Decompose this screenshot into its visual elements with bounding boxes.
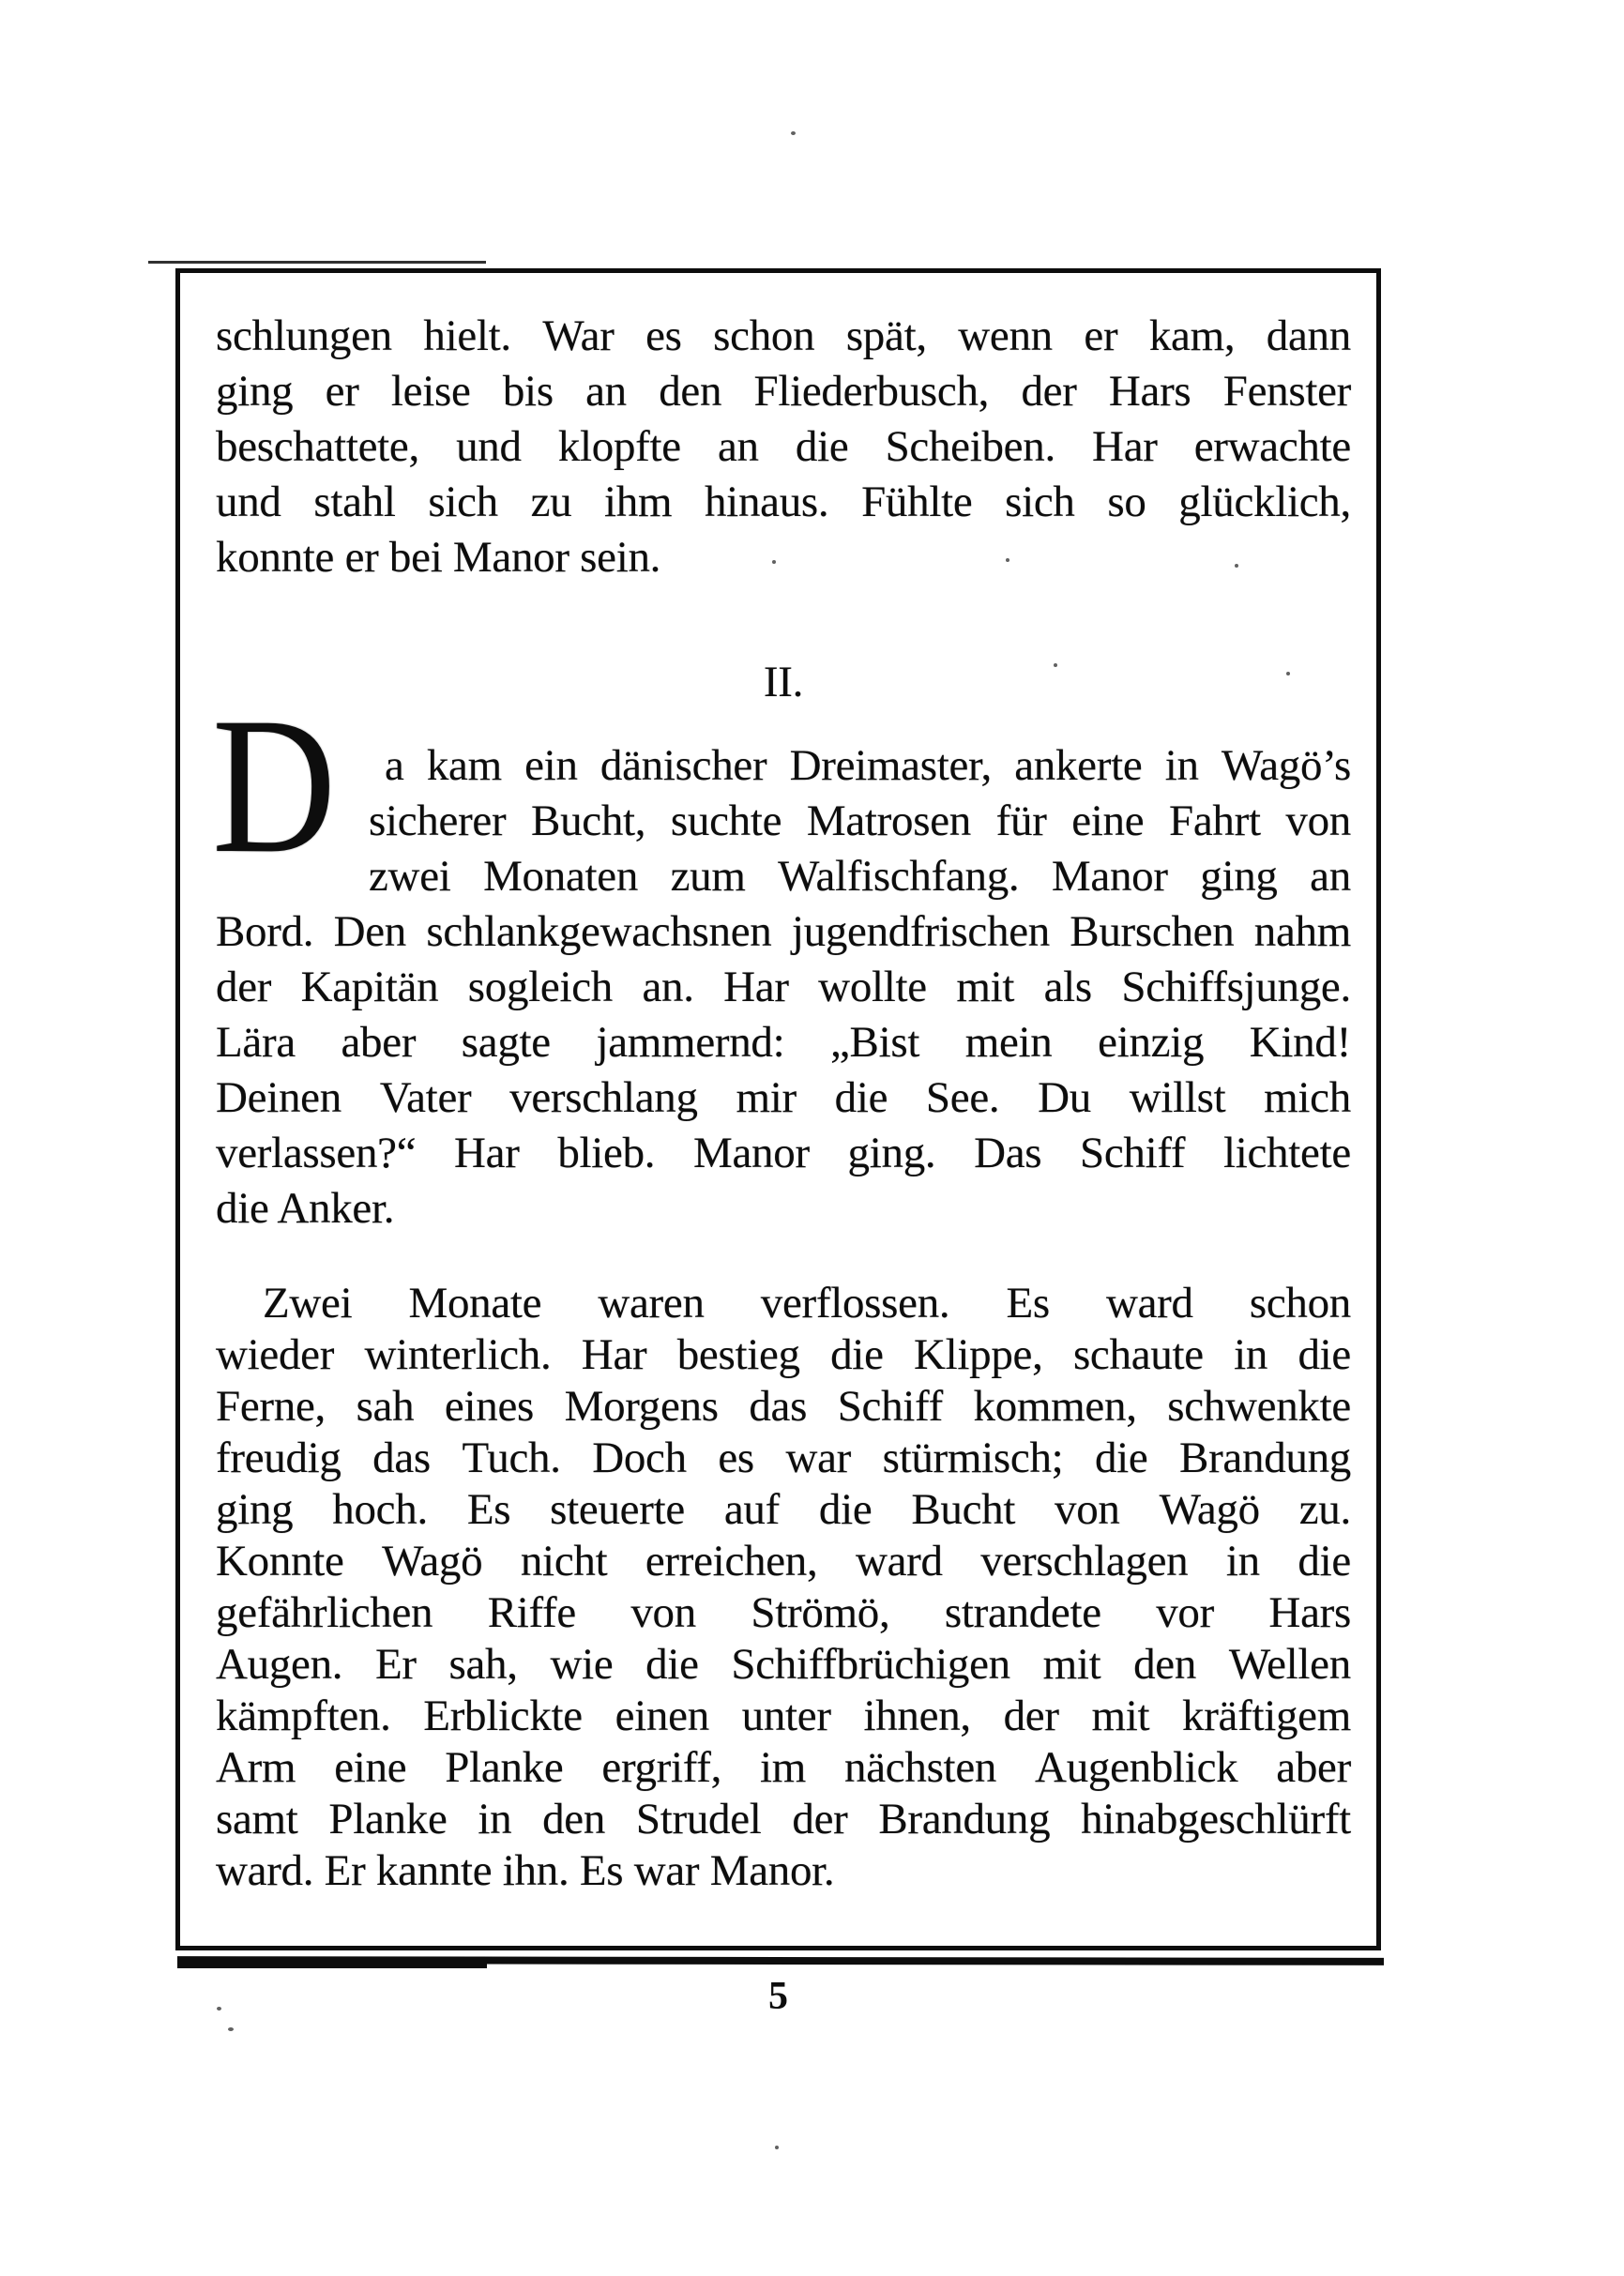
paragraph: [216, 1278, 1351, 1897]
text-line: wieder winterlich. Har bestieg die Klippe, schaute in die: [216, 1330, 1351, 1379]
text-line: Konnte Wagö nicht erreichen, ward verschlagen in die: [216, 1537, 1351, 1586]
text-line: Zwei Monate waren verflossen. Es ward schon: [263, 1279, 1351, 1328]
scan-speck: [1054, 663, 1057, 667]
scan-speck: [1235, 564, 1238, 568]
text-line: und stahl sich zu ihm hinaus. Fühlte sich so glücklich,: [216, 478, 1351, 526]
scan-speck: [772, 560, 776, 564]
text-line: Deinen Vater verschlang mir die See. Du willst mich: [216, 1073, 1351, 1122]
text-line: ging er leise bis an den Fliederbusch, der Hars Fenster: [216, 367, 1351, 416]
text-line: Bord. Den schlankgewachsnen jugendfrischen Burschen nahm: [216, 907, 1351, 956]
text-line: kämpften. Erblickte einen unter ihnen, der mit kräftigem: [216, 1692, 1351, 1740]
text-line: konnte er bei Manor sein.: [216, 533, 661, 582]
text-line: ging hoch. Es steuerte auf die Bucht von Wagö zu.: [216, 1485, 1351, 1534]
paragraph-continuation: [216, 309, 1351, 585]
text-line: freudig das Tuch. Doch es war stürmisch; die Brandung: [216, 1434, 1351, 1482]
scan-speck: [1006, 558, 1009, 562]
text-line: ward. Er kannte ihn. Es war Manor.: [216, 1846, 835, 1895]
page-frame: [175, 268, 1381, 1950]
scan-speck: [217, 2007, 221, 2010]
text-line: beschattete, und klopfte an die Scheiben. Har erwachte: [216, 422, 1351, 471]
text-line: zwei Monaten zum Walfischfang. Manor ging an: [369, 852, 1351, 901]
bottom-rule-scan-artifact: [177, 1964, 487, 1968]
text-line: der Kapitän sogleich an. Har wollte mit als Schiffsjunge.: [216, 963, 1351, 1011]
scan-speck: [791, 131, 796, 135]
text-line: sicherer Bucht, suchte Matrosen für eine Fahrt von: [369, 797, 1351, 845]
drop-cap-letter: D: [212, 677, 337, 893]
frame-top-scan-artifact: [148, 261, 486, 264]
scan-speck: [228, 2027, 234, 2031]
text-line: gefährlichen Riffe von Strömö, strandete vor Hars: [216, 1588, 1351, 1637]
scan-speck: [1286, 672, 1290, 675]
text-line: a kam ein dänischer Dreimaster, ankerte in Wagö’s: [385, 741, 1351, 790]
section-heading: II.: [763, 658, 804, 706]
scan-speck: [775, 2146, 779, 2149]
page-number: 5: [768, 1975, 788, 2018]
text-line: Arm eine Planke ergriff, im nächsten Augenblick aber: [216, 1743, 1351, 1792]
text-line: Ferne, sah eines Morgens das Schiff kommen, schwenkte: [216, 1382, 1351, 1431]
text-line: Augen. Er sah, wie die Schiffbrüchigen mit den Wellen: [216, 1640, 1351, 1689]
text-line: samt Planke in den Strudel der Brandung hinabgeschlürft: [216, 1795, 1351, 1844]
text-line: schlungen hielt. War es schon spät, wenn er kam, dann: [216, 311, 1351, 360]
text-line: Lära aber sagte jammernd: „Bist mein einzig Kind!: [216, 1018, 1351, 1067]
text-line: die Anker.: [216, 1184, 395, 1233]
text-block: [212, 309, 1351, 1897]
text-line: verlassen?“ Har blieb. Manor ging. Das Schiff lichtete: [216, 1129, 1351, 1177]
